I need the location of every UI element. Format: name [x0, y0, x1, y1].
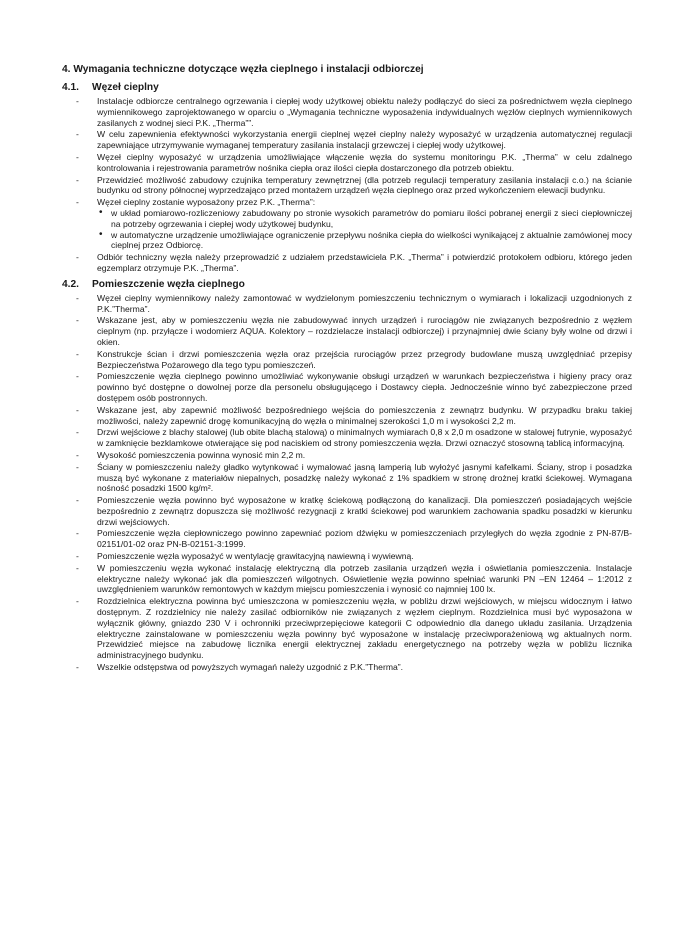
sub-list [97, 208, 632, 251]
list-item: - Ściany w pomieszczeniu należy gładko wytynkować i wymalować jasną lamperią lub wyłożyć jasnymi kafelkami. Ściany, strop i posadzka muszą być wykonane z materiałów niepalnych, posadzkę należy wykonać z 1% spadkiem w stronę drożnej kratki ściekowej. Wymagana nośność posadzki 1500 kg/m². [60, 462, 632, 494]
section-4-1-list [60, 96, 632, 274]
list-item: - Wskazane jest, aby zapewnić możliwość bezpośredniego wejścia do pomieszczenia z zewnątrz budynku. W przypadku braku takiej możliwości, należy zapewnić drogę komunikacyjną do węzła o minimalnej szerokości 1,0 m i wysokości 2,2 m. [60, 405, 632, 427]
section-number: 4.2. [62, 278, 79, 290]
list-item: - Odbiór techniczny węzła należy przeprowadzić z udziałem przedstawiciela P.K. „Therma” i potwierdzić protokołem odbioru, którego jeden egzemplarz otrzymuje P.K. „Therma”. [60, 252, 632, 274]
list-item: - W pomieszczeniu węzła wykonać instalację elektryczną dla potrzeb zasilania urządzeń węzła i oświetlania pomieszczenia. Instalacje elektryczne należy wykonać jak dla pomieszczeń wilgotnych. Oświetlenie węzła powinno spełniać warunki PN –EN 12464 – 1:2012 z uwzględnieniem warunków remontowych w każdym miejscu pomieszczenia i wynosić co najmniej 100 lx. [60, 563, 632, 595]
list-item-intro: Węzeł cieplny zostanie wyposażony przez P.K. „Therma”: [97, 197, 316, 208]
section-title: Pomieszczenie węzła cieplnego [92, 278, 245, 290]
list-item [60, 197, 632, 251]
list-item: - Pomieszczenie węzła cieplnego powinno umożliwiać wykonywanie obsługi urządzeń w warunkach bezpieczeństwa i higieny pracy oraz powinno być dostępne o dowolnej porze dla personelu obsługującego i Dostawcy ciepła. Jednocześnie winno być zabezpieczone przed dostępem osób postronnych. [60, 371, 632, 403]
list-item: - Pomieszczenie węzła powinno być wyposażone w kratkę ściekową podłączoną do kanalizacji. Dla pomieszczeń posiadających wejście bezpośrednio z zewnątrz dopuszcza się możliwość rezygnacji z kratki ściekowej pod warunkiem zachowania spadku posadzki w kierunku drzwi wejściowych. [60, 495, 632, 527]
list-item: - Pomieszczenie węzła wyposażyć w wentylację grawitacyjną nawiewną i wywiewną. [60, 551, 632, 562]
sub-list-item: • w automatyczne urządzenie umożliwiające ograniczenie przepływu nośnika ciepła do wielkości wynikającej z aktualnie zamówionej mocy cieplnej przez Odbiorcę. [97, 230, 632, 252]
section-title: Węzeł cieplny [92, 82, 159, 93]
list-item: - Wysokość pomieszczenia powinna wynosić min 2,2 m. [60, 450, 632, 461]
list-item: - Instalacje odbiorcze centralnego ogrzewania i ciepłej wody użytkowej obiektu należy podłączyć do sieci za pośrednictwem węzła cieplnego wymiennikowego zaprojektowanego w oparciu o „Wymagania techniczne wyposażenia indywidualnych węzłów cieplnych wymiennikowych zasilanych z wodnej sieci P.K. „Therma””. [60, 96, 632, 128]
list-item: - Wskazane jest, aby w pomieszczeniu węzła nie zabudowywać innych urządzeń i rurociągów nie związanych bezpośrednio z węzłem cieplnym (np. przyłącze i wodomierz AQUA. Kolektory – rozdzielacze instalacji odbiorczej) i przynajmniej dwie ściany były wolne od drzwi i okien. [60, 315, 632, 347]
sub-list-item: • w układ pomiarowo-rozliczeniowy zabudowany po stronie wysokich parametrów do pomiaru ilości pobranej energii z sieci ciepłowniczej na potrzeby ogrzewania i ciepłej wody użytkowej budynku, [97, 208, 632, 230]
chapter-heading: 4. Wymagania techniczne dotyczące węzła cieplnego i instalacji odbiorczej [62, 64, 424, 75]
list-item: - Przewidzieć możliwość zabudowy czujnika temperatury zewnętrznej (dla potrzeb regulacji temperatury zasilania instalacji c.o.) na ścianie budynku od strony północnej wyprzedzająco przed montażem urządzeń węzła cieplnego oraz przed wykończeniem elewacji budynku. [60, 175, 632, 197]
list-item: - Węzeł cieplny wymiennikowy należy zamontować w wydzielonym pomieszczeniu technicznym o wymiarach i lokalizacji uzgodnionych z P.K.”Therma”. [60, 293, 632, 315]
list-item: - Konstrukcje ścian i drzwi pomieszczenia węzła oraz przejścia rurociągów przez przegrody budowlane muszą uwzględniać przepisy Bezpieczeństwa Pożarowego dla tego typu pomieszczeń. [60, 349, 632, 371]
list-item: - Wszelkie odstępstwa od powyższych wymagań należy uzgodnić z P.K.”Therma”. [60, 662, 632, 673]
section-4-2-list [60, 293, 632, 673]
list-item: - Pomieszczenie węzła ciepłowniczego powinno zapewniać poziom dźwięku w pomieszczeniach przyległych do węzła zgodnie z PN-87/B-02151/01-02 oraz PN-B-02151-3:1999. [60, 528, 632, 550]
list-item: - W celu zapewnienia efektywności wykorzystania energii cieplnej węzeł cieplny należy wyposażyć w urządzenia automatycznej regulacji zapewniające utrzymywanie wymaganej temperatury zasilania instalacji grzewczej i ciepłej wody użytkowej. [60, 129, 632, 151]
section-number: 4.1. [62, 82, 79, 93]
list-item: - Drzwi wejściowe z blachy stalowej (lub obite blachą stalową) o minimalnych wymiarach 0,8 x 2,0 m osadzone w stalowej futrynie, wyposażyć w zamknięcie bezklamkowe otwierające się pod naciskiem od strony pomieszczenia węzła. Drzwi oznaczyć stosowną tablicą informacyjną. [60, 427, 632, 449]
list-item: - Węzeł cieplny wyposażyć w urządzenia umożliwiające włączenie węzła do systemu monitoringu P.K. „Therma” w celu zdalnego kontrolowania i rejestrowania parametrów nośnika ciepła oraz ilości ciepła dostarczonego dla potrzeb obiektu. [60, 152, 632, 174]
section-4-2-heading [62, 279, 632, 290]
section-4-1-heading [62, 82, 632, 93]
list-item: - Rozdzielnica elektryczna powinna być umieszczona w pomieszczeniu węzła, w pobliżu drzwi wejściowych, w miejscu widocznym i łatwo dostępnym. Z rozdzielnicy nie należy zasilać odbiorników nie związanych z węzłem cieplnym. Rozdzielnica musi być wyposażona w wyłącznik główny, gniazdo 230 V i ochronniki przeciwprzepięciowe kategorii C odpowiednio dla danego układu zasilania. Urządzenia elektryczne zainstalowane w pomieszczeniu węzła powinny być wyposażone w instalację przeciwporażeniową wg aktualnych norm. Przewidzieć miejsce na zabudowę licznika energii elektrycznej zakładu energetycznego na potrzeby węzła w pobliżu licznika administracyjnego budynku. [60, 596, 632, 661]
